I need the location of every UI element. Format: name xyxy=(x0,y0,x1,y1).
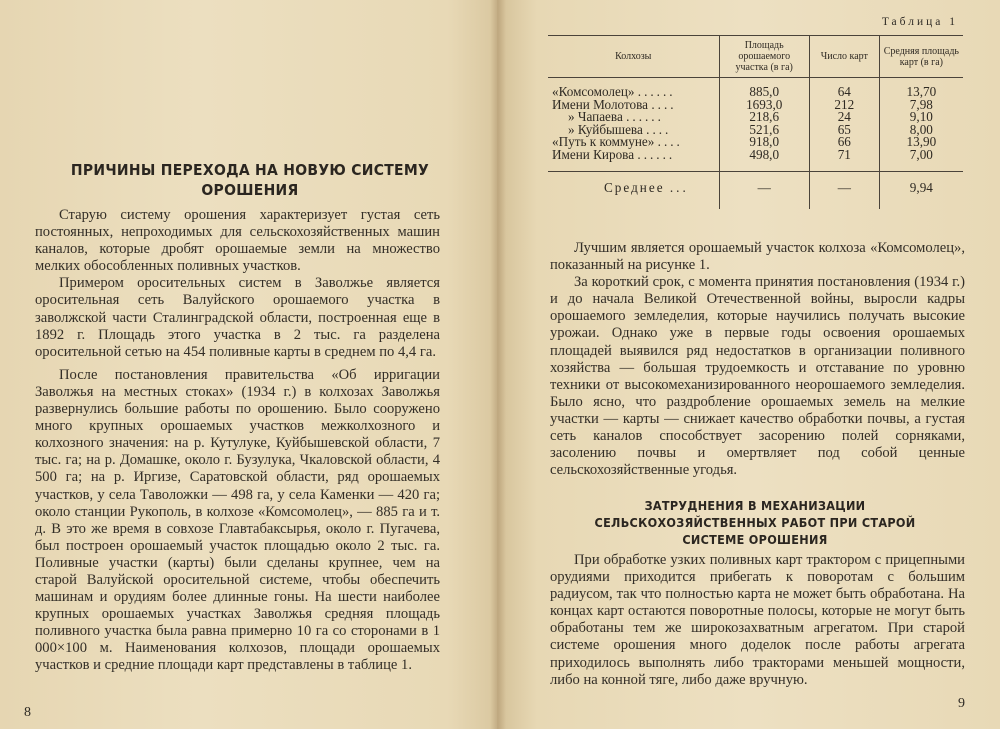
row-cards: 24 xyxy=(809,111,879,124)
leader-dots: .... xyxy=(651,96,677,112)
table-header-row xyxy=(548,36,963,78)
row-area: 1693,0 xyxy=(719,99,809,112)
row-cards: 212 xyxy=(809,99,879,112)
average-cards: — xyxy=(809,172,879,209)
left-page-heading: ПРИЧИНЫ ПЕРЕХОДА НА НОВУЮ СИСТЕМУ ОРОШЕНИЯ xyxy=(70,161,430,199)
row-area: 218,6 xyxy=(719,111,809,124)
right-page-body-bottom xyxy=(550,552,965,689)
row-area: 918,0 xyxy=(719,136,809,149)
col-header-kolkhoz: Колхозы xyxy=(548,36,719,78)
row-area: 885,0 xyxy=(719,78,809,99)
row-avg: 13,70 xyxy=(879,78,963,99)
left-page-number: 8 xyxy=(24,705,31,720)
right-paragraph-1: Лучшим является орошаемый участок колхоза «Комсомолец», показанный на рисунке 1. xyxy=(550,240,965,274)
average-label: Среднее xyxy=(604,180,665,195)
col-header-cards: Число карт xyxy=(809,36,879,78)
leader-dots: .... xyxy=(646,121,672,137)
row-avg: 9,10 xyxy=(879,111,963,124)
row-avg: 7,98 xyxy=(879,99,963,112)
row-name: «Комсомолец» xyxy=(552,84,635,99)
right-paragraph-3: При обработке узких поливных карт трактором с прицепными орудиями приходится прибегать к поворотам с большим радиусом, так что полностью карта не может быть обработана. На концах карт остаются поворотные полосы, которые не могут быть обработаны тем же широкозахватным агрегатом. При старой системе орошения много доделок после работы агрегата приходилось выполнять либо тракторами меньшей мощности, либо на конной тяге, либо даже вручную. xyxy=(550,552,965,688)
row-avg: 8,00 xyxy=(879,124,963,137)
book-gutter xyxy=(490,0,506,729)
average-area: — xyxy=(719,172,809,209)
leader-dots: ... xyxy=(669,180,689,195)
left-paragraph-2: Примером оросительных систем в Заволжье является оросительная сеть Валуйского орошаемого участка в заволжской части Сталинградской области, построенная еще в 1892 г. Площадь этого участка в 2 тыс. га разделена оросительной сетью на 454 поливные карты в среднем по 4,4 га. xyxy=(35,275,440,360)
left-paragraph-1: Старую систему орошения характеризует густая сеть постоянных, непроходимых для сельскохозяйственных машин каналов, которые дробят орошаемые земли на множество мелких обособленных поливных участков. xyxy=(35,207,440,275)
row-name: » Куйбышева xyxy=(568,121,643,137)
leader-dots: ...... xyxy=(637,146,676,162)
left-page-body xyxy=(35,207,440,675)
average-avg: 9,94 xyxy=(879,172,963,209)
left-paragraph-3: После постановления правительства «Об ирригации Заволжья на местных стоках» (1934 г.) в колхозах Заволжья развернулись большие работы по орошению. Было сооружено много крупных орошаемых участков межколхозного и колхозного значения: на р. Кутулуке, Куйбышевской области, 7 тыс. га; на р. Домашке, около г. Бузулука, Чкаловской области, 4 500 га; на р. Иргизе, Саратовской области, ряд орошаемых участков, у села Таволожки — 498 га, у села Каменки — 420 га; около станции Рукополь, в колхозе «Комсомолец», — 885 га и т. д. В это же время в совхозе Главтабаксырья, около г. Пугачева, был построен орошаемый участок площадью около 2 тыс. га. Поливные участки (карты) были сделаны крупнее, чем на старой Валуйской оросительной системе, чтобы обеспечить машинам и орудиям более длинные гоны. На шести наиболее крупных орошаемых участках Заволжья средняя площадь поливного участка была равна примерно 10 га со сторонами в 1 000×100 м. Наименования колхозов, площади орошаемых участков и средние площади карт представлены в таблице 1. xyxy=(35,366,440,674)
table-label: Таблица 1 xyxy=(881,16,958,28)
row-cards: 65 xyxy=(809,124,879,137)
table-row xyxy=(548,78,963,99)
row-cards: 71 xyxy=(809,149,879,172)
col-header-avg: Средняя площадь карт (в га) xyxy=(879,36,963,78)
row-name: «Путь к коммуне» xyxy=(552,134,655,149)
right-page-body-top xyxy=(550,240,965,479)
table-row xyxy=(548,149,963,172)
leader-dots: .... xyxy=(657,134,683,149)
row-area: 521,6 xyxy=(719,124,809,137)
leader-dots: ...... xyxy=(626,109,664,124)
kolkhoz-table xyxy=(548,35,963,209)
row-cards: 66 xyxy=(809,136,879,149)
table-average-row xyxy=(548,172,963,209)
right-paragraph-2: За короткий срок, с момента принятия постановления (1934 г.) и до начала Великой Отечественной войны, выросли кадры орошаемого земледелия, которые научились получать высокие урожаи. Однако уже в первые годы освоения орошаемых площадей выявился ряд недостатков в организации поливного хозяйства — большая трудоемкость и отставание по уровню техники от высокомеханизированного неорошаемого земледелия. Было ясно, что раздробление орошаемых земель на мелкие участки — карты — снижает качество обработки почвы, а густая сеть каналов способствует засорению полей сорняками, засолению почвы и омертвляет под собой ценные сельскохозяйственные угодья. xyxy=(550,274,965,479)
right-page-number: 9 xyxy=(958,696,965,711)
row-name: Имени Кирова xyxy=(552,146,635,162)
row-cards: 64 xyxy=(809,78,879,99)
row-name: Имени Молотова xyxy=(552,96,649,112)
row-avg: 13,90 xyxy=(879,136,963,149)
row-name: » Чапаева xyxy=(568,109,623,124)
row-area: 498,0 xyxy=(719,149,809,172)
col-header-area: Площадь орошаемого участка (в га) xyxy=(719,36,809,78)
leader-dots: ...... xyxy=(637,84,676,99)
row-avg: 7,00 xyxy=(879,149,963,172)
right-page-heading: ЗАТРУДНЕНИЯ В МЕХАНИЗАЦИИ СЕЛЬСКОХОЗЯЙСТВЕННЫХ РАБОТ ПРИ СТАРОЙ СИСТЕМЕ ОРОШЕНИЯ xyxy=(594,498,916,547)
